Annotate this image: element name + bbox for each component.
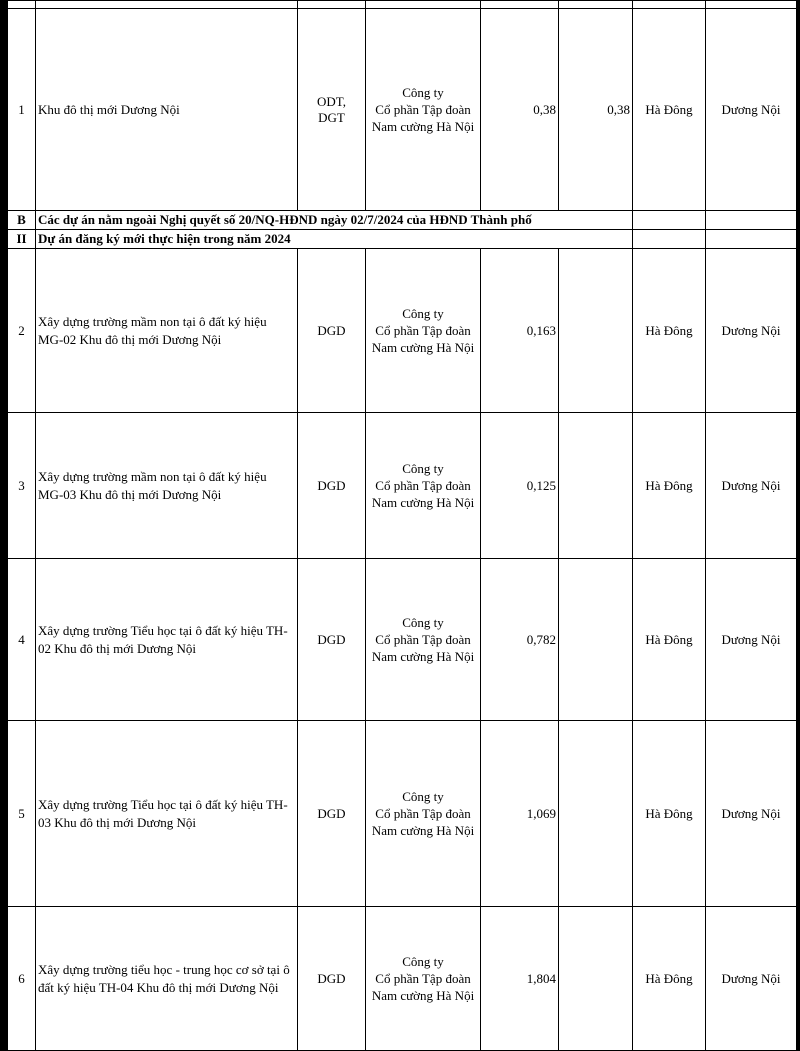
ward: Dương Nội [706,559,797,721]
area-value: 0,163 [481,249,559,413]
ward: Dương Nội [706,721,797,907]
table-row [8,9,797,211]
section-row-ii [8,230,797,249]
row-number: 6 [8,907,36,1051]
projects-table [7,0,797,1051]
project-name: Khu đô thị mới Dương Nội [36,9,298,211]
ward: Dương Nội [706,9,797,211]
area-value: 0,38 [481,9,559,211]
row-number: 4 [8,559,36,721]
land-code: ODT, DGT [298,9,366,211]
area-value-2 [559,249,633,413]
project-name: Xây dựng trường Tiểu học tại ô đất ký hiệu TH-02 Khu đô thị mới Dương Nội [36,559,298,721]
investor: Công ty Cổ phần Tập đoàn Nam cường Hà Nội [366,559,481,721]
area-value-2 [559,559,633,721]
investor: Công ty Cổ phần Tập đoàn Nam cường Hà Nội [366,907,481,1051]
land-code: DGD [298,721,366,907]
ward: Dương Nội [706,413,797,559]
district: Hà Đông [633,559,706,721]
row-number: 3 [8,413,36,559]
row-number: 2 [8,249,36,413]
district: Hà Đông [633,907,706,1051]
section-label: B [8,211,36,230]
table-row [8,907,797,1051]
investor: Công ty Cổ phần Tập đoàn Nam cường Hà Nội [366,413,481,559]
section-label: II [8,230,36,249]
row-number: 1 [8,9,36,211]
land-code: DGD [298,413,366,559]
land-code: DGD [298,249,366,413]
area-value-2 [559,413,633,559]
table-row [8,721,797,907]
area-value-2 [559,907,633,1051]
district: Hà Đông [633,9,706,211]
section-title: Dự án đăng ký mới thực hiện trong năm 2024 [36,230,633,249]
row-number: 5 [8,721,36,907]
ward: Dương Nội [706,907,797,1051]
project-name: Xây dựng trường mầm non tại ô đất ký hiệu MG-02 Khu đô thị mới Dương Nội [36,249,298,413]
area-value-2: 0,38 [559,9,633,211]
table-row [8,559,797,721]
area-value: 1,804 [481,907,559,1051]
investor: Công ty Cổ phần Tập đoàn Nam cường Hà Nội [366,249,481,413]
district: Hà Đông [633,249,706,413]
project-name: Xây dựng trường tiểu học - trung học cơ sở tại ô đất ký hiệu TH-04 Khu đô thị mới Dương Nội [36,907,298,1051]
district: Hà Đông [633,413,706,559]
table-header-remnant [8,1,797,9]
section-row-b [8,211,797,230]
land-code: DGD [298,907,366,1051]
area-value-2 [559,721,633,907]
table-row [8,249,797,413]
area-value: 1,069 [481,721,559,907]
section-title: Các dự án nằm ngoài Nghị quyết số 20/NQ-HĐND ngày 02/7/2024 của HĐND Thành phố [36,211,633,230]
investor: Công ty Cổ phần Tập đoàn Nam cường Hà Nội [366,721,481,907]
project-name: Xây dựng trường Tiểu học tại ô đất ký hiệu TH-03 Khu đô thị mới Dương Nội [36,721,298,907]
area-value: 0,782 [481,559,559,721]
land-code: DGD [298,559,366,721]
ward: Dương Nội [706,249,797,413]
area-value: 0,125 [481,413,559,559]
district: Hà Đông [633,721,706,907]
investor: Công ty Cổ phần Tập đoàn Nam cường Hà Nội [366,9,481,211]
project-name: Xây dựng trường mầm non tại ô đất ký hiệu MG-03 Khu đô thị mới Dương Nội [36,413,298,559]
table-row [8,413,797,559]
